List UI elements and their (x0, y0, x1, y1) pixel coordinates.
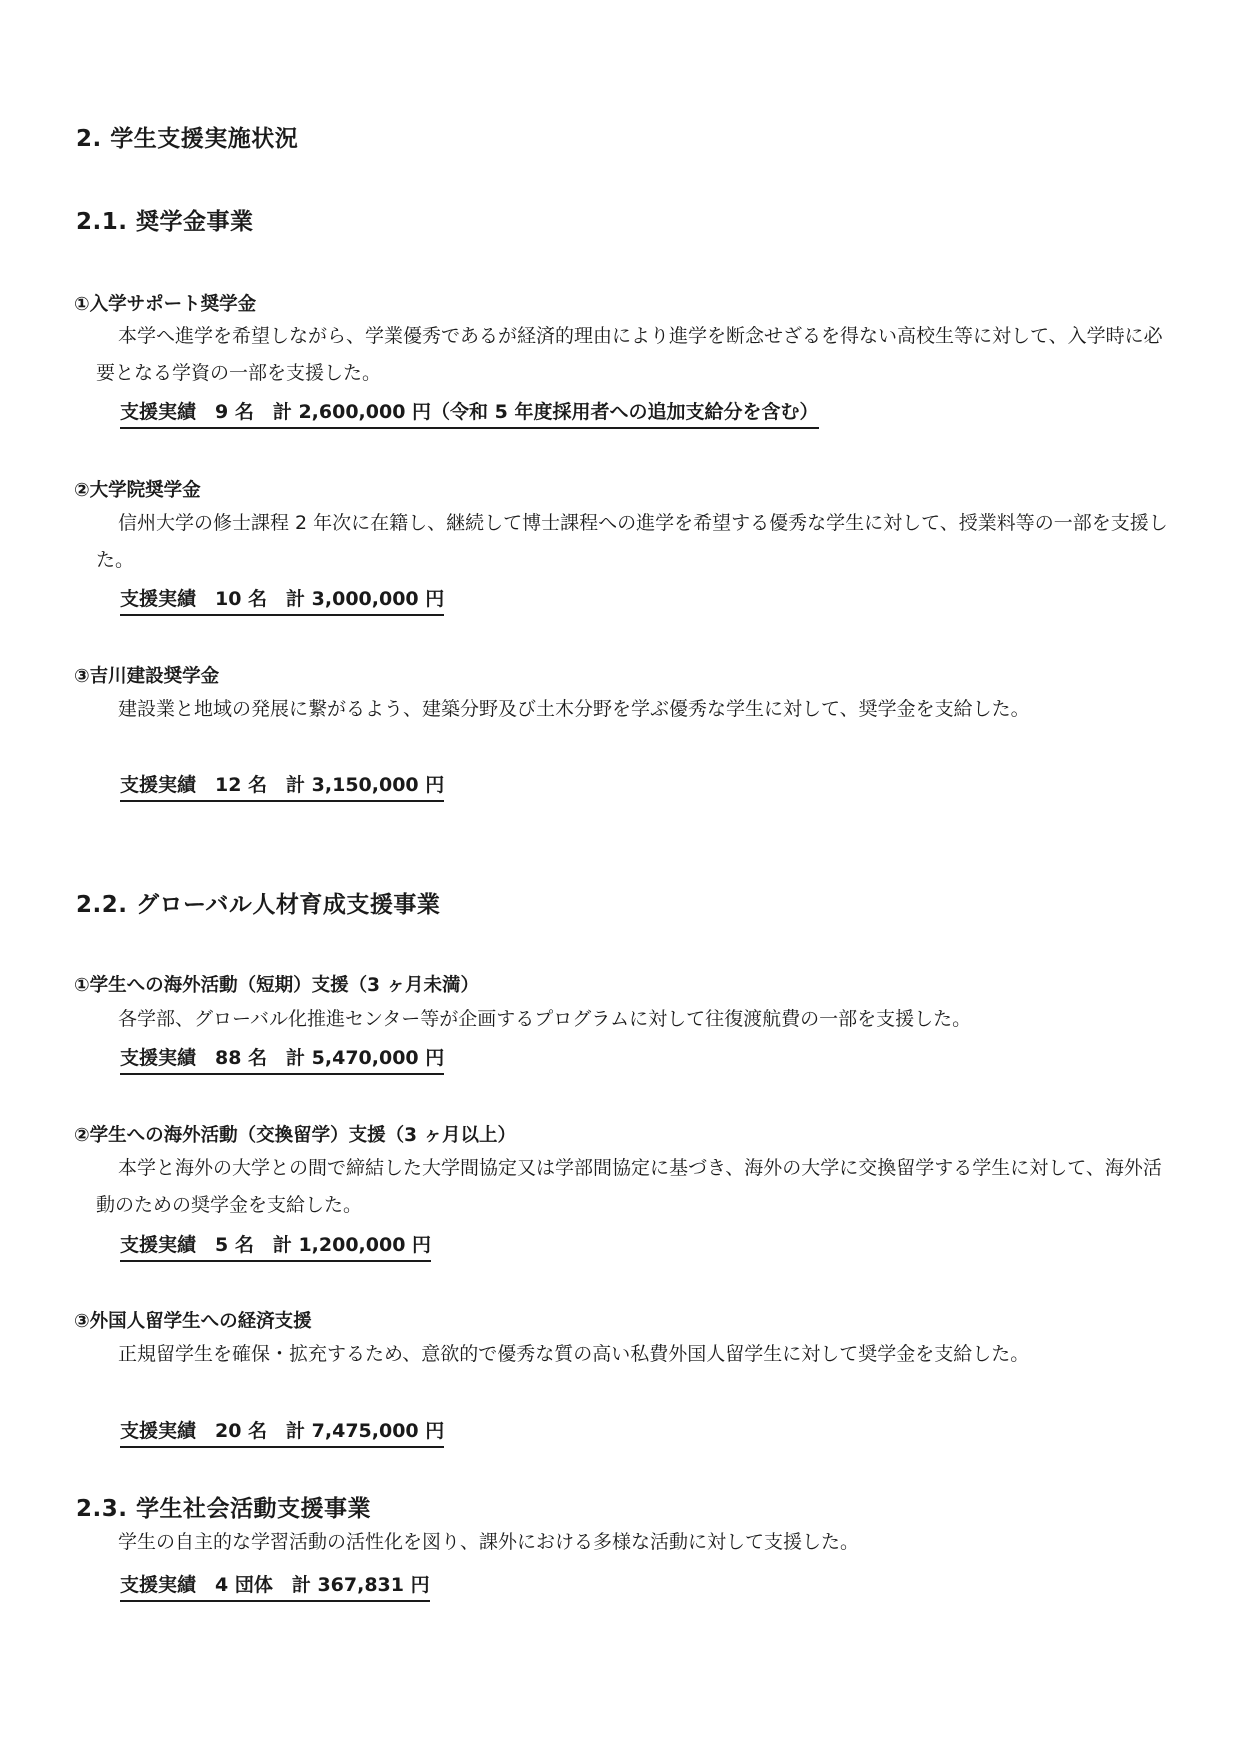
item-description (96, 505, 1168, 579)
item-description (96, 1001, 1168, 1038)
support-result: 支援実績 5 名 計 1,200,000 円 (120, 1230, 431, 1262)
item-description (96, 1150, 1168, 1224)
item-description-text: 本学へ進学を希望しながら、学業優秀であるが経済的理由により進学を断念せざるを得ない高校生等に対して、入学時に必要となる学資の一部を支援した。 (96, 325, 1163, 384)
section-2-1-title: 2.1. 奨学金事業 (76, 209, 254, 235)
support-result: 支援実績 20 名 計 7,475,000 円 (120, 1416, 444, 1448)
item-description (96, 318, 1168, 392)
item-heading: ③吉川建設奨学金 (74, 666, 220, 687)
item-heading: ②大学院奨学金 (74, 480, 201, 501)
item-description-text: 各学部、グローバル化推進センター等が企画するプログラムに対して往復渡航費の一部を支援した。 (118, 1008, 972, 1030)
item-description-text: 信州大学の修士課程 2 年次に在籍し、継続して博士課程への進学を希望する優秀な学生に対して、授業料等の一部を支援した。 (96, 512, 1168, 571)
item-heading: ②学生への海外活動（交換留学）支援（3 ヶ月以上） (74, 1125, 516, 1146)
item-heading: ①入学サポート奨学金 (74, 294, 257, 315)
section-2-3-description-text: 学生の自主的な学習活動の活性化を図り、課外における多様な活動に対して支援した。 (118, 1531, 860, 1553)
item-description-text: 正規留学生を確保・拡充するため、意欲的で優秀な質の高い私費外国人留学生に対して奨学金を支給した。 (118, 1343, 1030, 1365)
section-2-2-title: 2.2. グローバル人材育成支援事業 (76, 892, 441, 918)
item-description-text: 本学と海外の大学との間で締結した大学間協定又は学部間協定に基づき、海外の大学に交換留学する学生に対して、海外活動のための奨学金を支給した。 (96, 1157, 1162, 1216)
section-2-3-description (96, 1524, 1168, 1561)
support-result: 支援実績 88 名 計 5,470,000 円 (120, 1043, 444, 1075)
item-description-text: 建設業と地域の発展に繋がるよう、建築分野及び土木分野を学ぶ優秀な学生に対して、奨学金を支給した。 (118, 698, 1030, 720)
support-result: 支援実績 10 名 計 3,000,000 円 (120, 584, 444, 616)
section-2-3-title: 2.3. 学生社会活動支援事業 (76, 1496, 371, 1522)
item-description (96, 1336, 1168, 1373)
support-result: 支援実績 4 団体 計 367,831 円 (120, 1570, 430, 1602)
item-heading: ①学生への海外活動（短期）支援（3 ヶ月未満） (74, 975, 479, 996)
section-2-title: 2. 学生支援実施状況 (76, 126, 299, 152)
support-result: 支援実績 9 名 計 2,600,000 円（令和 5 年度採用者への追加支給分を含む） (120, 397, 819, 429)
support-result: 支援実績 12 名 計 3,150,000 円 (120, 770, 444, 802)
item-heading: ③外国人留学生への経済支援 (74, 1311, 312, 1332)
item-description (96, 691, 1168, 728)
